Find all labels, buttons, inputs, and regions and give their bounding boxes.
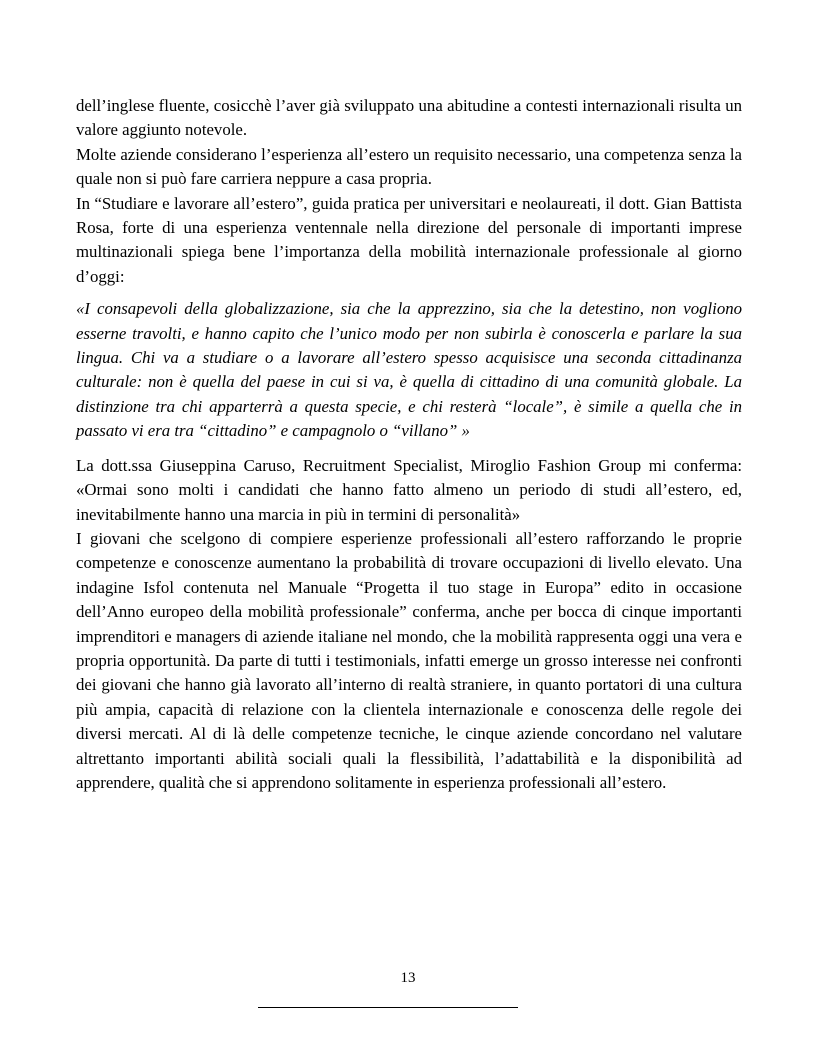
page-body — [76, 94, 742, 795]
paragraph-english-fluency: dell’inglese fluente, cosicchè l’aver già sviluppato una abitudine a contesti internazionali risulta un valore aggiunto notevole. — [76, 96, 742, 140]
paragraph-guide-rosa: In “Studiare e lavorare all’estero”, guida pratica per universitari e neolaureati, il dott. Gian Battista Rosa, forte di una esperienza ventennale nella direzione del personale di importanti imprese multinazionali spiega bene l’importanza della mobilità internazionale professionale al giorno d’oggi: — [76, 193, 742, 286]
paragraph-young-professionals: I giovani che scelgono di compiere esperienze professionali all’estero rafforzando le proprie competenze e conoscenze aumentano la probabilità di trovare occupazioni di livello elevato. Una indagine Isfol contenuta nel Manuale “Progetta il tuo stage in Europa” edito in occasione dell’Anno europeo della mobilità professionale” conferma, anche per bocca di cinque importanti imprenditori e managers di aziende italiane nel mondo, che la mobilità rappresenta oggi una vera e propria opportunità. Da parte di tutti i testimonials, infatti emerge un grosso interesse nei confronti dei giovani che hanno già lavorato all’interno di realtà straniere, in quanto portatori di una cultura più ampia, capacità di relazione con la clientela internazionale e conoscenza delle regole dei diversi mercati. Al di là delle competenze tecniche, le cinque aziende concordano nel valutare altrettanto importanti abilità sociali quali la flessibilità, l’adattabilità e la disponibilità ad apprendere, qualità che si apprendono solitamente in esperienza professionali all’estero. — [76, 528, 742, 792]
footer-rule — [258, 1007, 518, 1008]
paragraph-caruso: La dott.ssa Giuseppina Caruso, Recruitment Specialist, Miroglio Fashion Group mi conferma: «Ormai sono molti i candidati che hanno fatto almeno un periodo di studi all’estero, ed, inevitabilmente hanno una marcia in più in termini di personalità» — [76, 455, 742, 524]
page-number: 13 — [400, 970, 416, 986]
quote-globalization: «I consapevoli della globalizzazione, sia che la apprezzino, sia che la detestino, non vogliono esserne travolti, e hanno capito che l’unico modo per non subirla è conoscerla e parlare la sua lingua. Chi va a studiare o a lavorare all’estero spesso acquisisce una seconda cittadinanza culturale: non è quella del paese in cui si va, è quella di cittadino di una comunità globale. La distinzione tra chi apparterrà a questa specie, e chi resterà “locale”, è simile a quella che in passato vi era tra “cittadino” e campagnolo o “villano” » — [76, 299, 742, 441]
paragraph-companies-requirement: Molte aziende considerano l’esperienza all’estero un requisito necessario, una competenza senza la quale non si può fare carriera neppure a casa propria. — [76, 144, 742, 189]
